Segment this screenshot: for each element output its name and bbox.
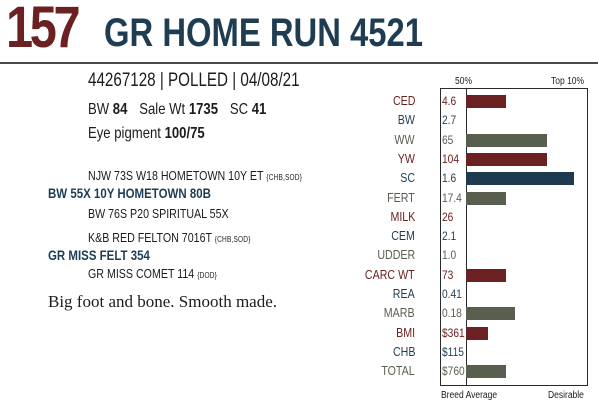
eye-pigment-value: 100/75 [164, 125, 205, 142]
epd-trait-value: 104 [442, 151, 460, 166]
pedigree-dam-sire-name: K&B RED FELTON 7016T [88, 230, 212, 245]
epd-trait-value: $760 [442, 364, 465, 379]
epd-row [380, 227, 588, 245]
epd-row [380, 343, 588, 361]
epd-trait-label: REA [393, 286, 415, 301]
epd-trait-label: WW [394, 131, 415, 147]
epd-trait-label: SC [400, 170, 415, 186]
epd-trait-label: CEM [391, 228, 415, 244]
epd-trait-value: 17.4 [442, 190, 462, 205]
epd-row [380, 362, 588, 380]
epd-trait-value: $361 [442, 325, 465, 340]
epd-row [380, 111, 588, 129]
epd-row [380, 150, 588, 168]
epd-trait-value: 0.41 [442, 287, 462, 301]
epd-row [380, 208, 588, 226]
epd-trait-label: FERT [387, 189, 415, 205]
epd-trait-value: 0.18 [442, 306, 462, 321]
epd-trait-value: 73 [442, 267, 454, 282]
epd-trait-label: BW [397, 112, 415, 128]
epd-trait-value: 1.0 [442, 248, 457, 263]
epd-bar [466, 153, 547, 166]
epd-row [380, 92, 588, 110]
epd-header-top10: Top 10% [551, 76, 585, 87]
epd-trait-value: 26 [442, 209, 454, 224]
epd-trait-label: CED [392, 93, 415, 108]
epd-row [380, 131, 588, 149]
epd-trait-value: 2.7 [442, 113, 457, 128]
sc-label: SC [229, 101, 249, 118]
epd-row [380, 189, 588, 207]
sc-value: 41 [251, 101, 267, 118]
pedigree-dam-dam-name: GR MISS COMET 114 [88, 266, 195, 281]
epd-trait-label: CHB [392, 343, 415, 359]
epd-trait-label: TOTAL [381, 363, 415, 379]
epd-row [380, 304, 588, 322]
epd-bar [466, 365, 506, 378]
bw-label: BW [88, 101, 110, 118]
epd-trait-value: 2.1 [442, 229, 457, 244]
pedigree-sire-sire-tag: {CHB,SOD} [266, 173, 303, 182]
epd-trait-label: BMI [396, 324, 415, 340]
epd-bar [466, 172, 574, 185]
epd-trait-value: $115 [442, 344, 464, 359]
epd-footer-desirable: Desirable [548, 390, 584, 401]
lot-number: 157 [6, 0, 78, 60]
pedigree-dam-dam-tag: {DOD} [197, 271, 217, 280]
epd-bar [466, 327, 488, 340]
sale-wt-value: 1735 [188, 101, 219, 118]
registration-line: 44267128 | POLLED | 04/08/21 [88, 70, 300, 91]
pedigree-sire-name: BW 55X 10Y HOMETOWN 80B [48, 185, 211, 201]
epd-footer-breed-average: Breed Average [441, 390, 498, 401]
pedigree-dam-name: GR MISS FELT 354 [48, 247, 150, 263]
bw-value: 84 [112, 101, 128, 118]
epd-bar [466, 192, 506, 205]
eye-pigment-label: Eye pigment [88, 125, 161, 142]
epd-row [380, 169, 588, 187]
pedigree-sire-sire-name: NJW 73S W18 HOMETOWN 10Y ET [88, 168, 264, 183]
comment: Big foot and bone. Smooth made. [48, 292, 278, 311]
bull-name: GR HOME RUN 4521 [104, 11, 423, 55]
epd-bar [466, 95, 506, 108]
epd-trait-label: MILK [390, 208, 415, 224]
epd-row [365, 266, 588, 284]
epd-header-50: 50% [455, 76, 473, 87]
epd-trait-label: MARB [384, 305, 415, 321]
epd-bar [466, 134, 547, 147]
epd-trait-value: 65 [442, 132, 454, 147]
epd-trait-label: UDDER [377, 247, 415, 263]
pedigree-sire-dam-name: BW 76S P20 SPIRITUAL 55X [88, 206, 229, 221]
sale-wt-label: Sale Wt [139, 101, 186, 118]
epd-trait-label: YW [397, 150, 415, 166]
epd-row [380, 324, 588, 342]
epd-row [380, 285, 588, 303]
epd-trait-value: 4.6 [442, 94, 457, 108]
epd-bar [466, 307, 515, 320]
pedigree-dam-sire-tag: {CHB,SOD} [214, 235, 251, 244]
epd-trait-value: 1.6 [442, 171, 457, 186]
epd-row [377, 246, 588, 264]
epd-bar [466, 269, 506, 282]
epd-trait-label: CARC WT [365, 266, 415, 282]
